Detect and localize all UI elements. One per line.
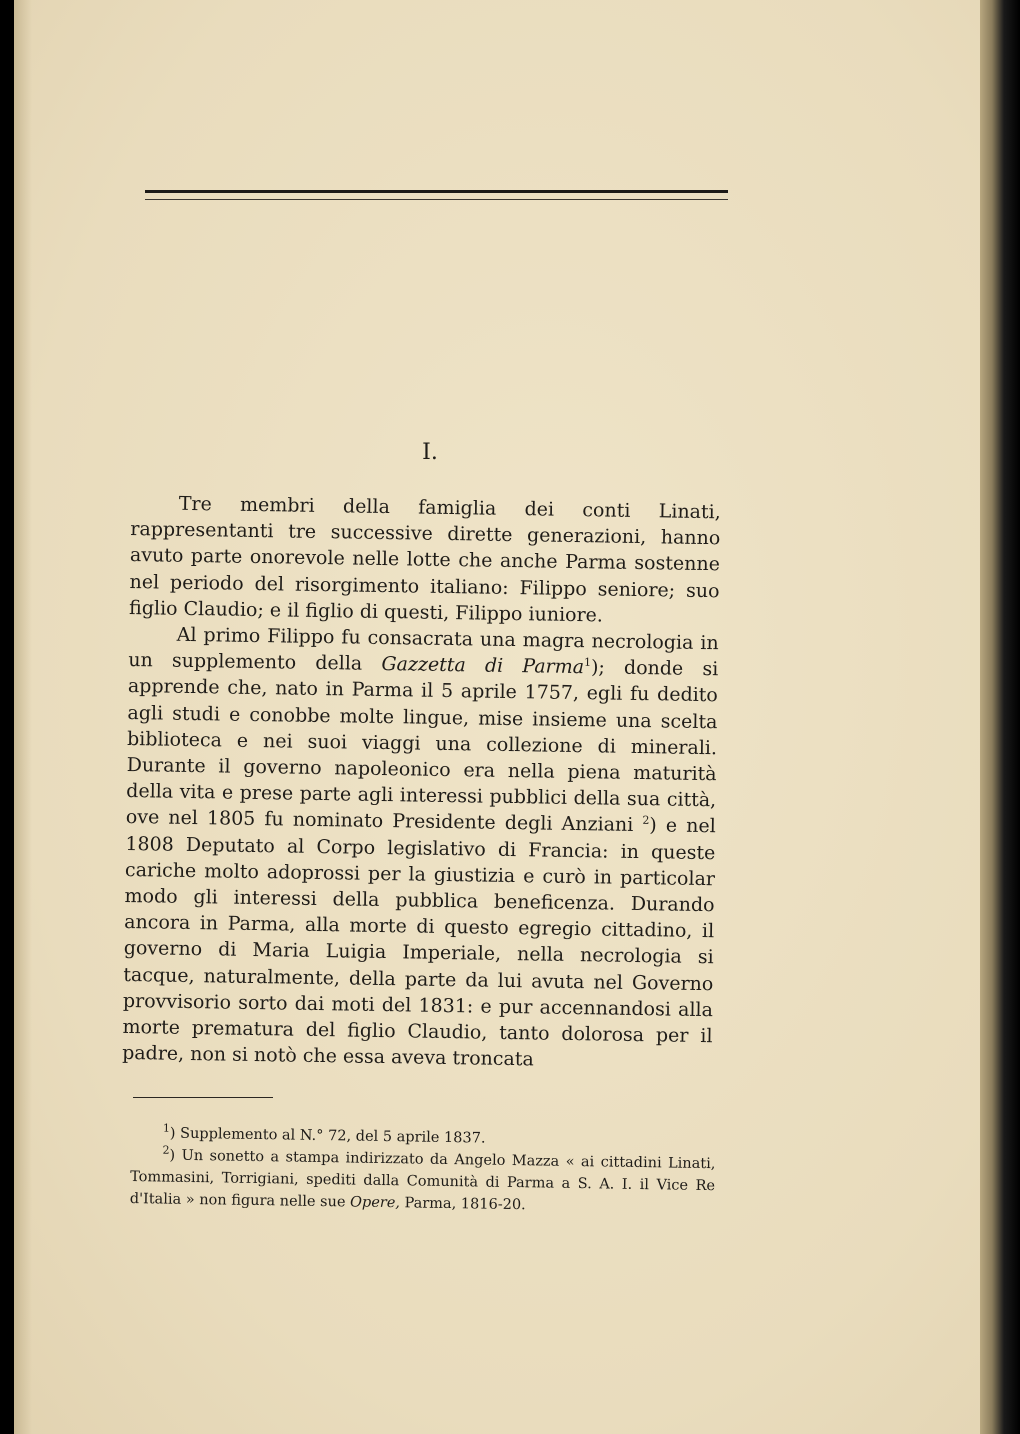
chapter-number: I. bbox=[422, 440, 438, 465]
newspaper-title: Gazzetta di Parma bbox=[381, 653, 585, 679]
footnote-2 bbox=[130, 1144, 716, 1219]
footnote-ref-2: 2 bbox=[642, 814, 650, 828]
footnote-1-text: ) Supplemento al N.° 72, del 5 aprile 1837. bbox=[169, 1125, 486, 1147]
header-rule-thick bbox=[145, 190, 728, 193]
paragraph-1: Tre membri della famiglia dei conti Linati, rappresentanti tre successive dirette generazioni, hanno avuto parte onorevole nelle lotte che anche Parma sostenne nel periodo del risorgimento italiano: Filippo seniore; suo figlio Claudio; e il figlio di questi, Filippo iuniore. bbox=[128, 492, 721, 627]
footnote-ref-1: 1 bbox=[584, 656, 592, 670]
paragraph-2-part-a: Al primo Filippo fu consacrata una magra necrologia in un supplemento della bbox=[128, 623, 719, 676]
paragraph-2-part-c: ) e nel 1808 Deputato al Corpo legislativo di Francia: in queste cariche molto adoprossi per la giustizia e curò in particolar modo gli interessi della pubblica beneficenza. Durando ancora in Parma, alla morte di questo egregio cittadino, il governo di Maria Luigia Imperiale, nella necrologia si tacque, naturalmente, della parte da lui avuta nel Governo provvisorio sorto dai moti del 1831: e pur accennandosi alla morte prematura del figlio Claudio, tanto dolorosa per il padre, non si notò che essa aveva troncata bbox=[121, 814, 716, 1071]
footnote-2-text-b: Parma, 1816-20. bbox=[399, 1195, 526, 1214]
footnote-rule bbox=[133, 1097, 273, 1098]
footnote-2-text-a: ) Un sonetto a stampa indirizzato da Angelo Mazza « ai cittadini Linati, Tommasini, Torrigiani, spediti dalla Comunità di Parma a S. A. I. il Vice Re d'Italia » non figura nelle sue bbox=[129, 1147, 716, 1211]
paragraph-2-part-b: ); donde si apprende che, nato in Parma il 5 aprile 1757, egli fu dedito agli studi e conobbe molte lingue, mise insieme una scelta biblioteca e nei suoi viaggi una collezione di minerali. Durante il governo napoleonico era nella piena maturità della vita e prese parte agli interessi pubblici della sua città, ove nel 1805 fu nominato Presidente degli Anziani bbox=[125, 656, 719, 837]
footnote-2-marker: 2 bbox=[162, 1143, 170, 1157]
footnote-2-italic: Opere, bbox=[349, 1194, 401, 1212]
header-rule-thin bbox=[145, 199, 728, 200]
footnote-1-marker: 1 bbox=[162, 1121, 171, 1135]
binding-shadow bbox=[14, 0, 32, 1434]
footnotes bbox=[130, 1122, 716, 1219]
paragraph-2 bbox=[122, 621, 719, 1076]
body-text bbox=[122, 490, 721, 1076]
page-edge bbox=[980, 0, 1020, 1434]
